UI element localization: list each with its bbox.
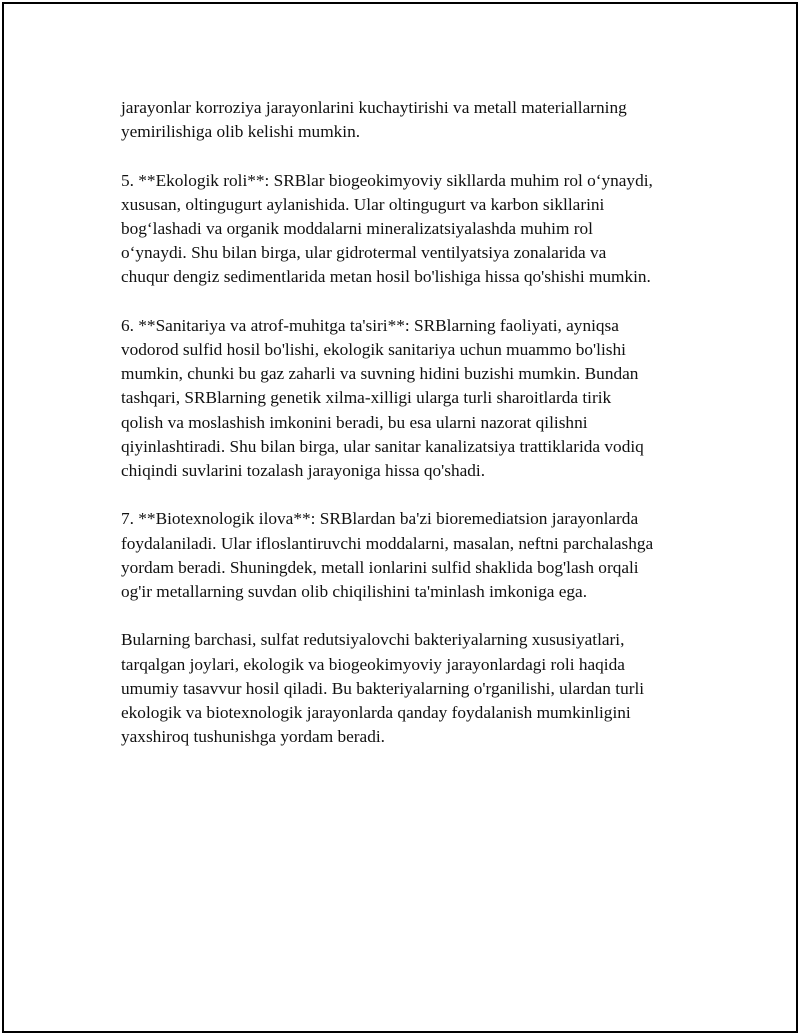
paragraph-summary xyxy=(121,628,701,749)
text-line: umumiy tasavvur hosil qiladi. Bu bakteriyalarning o'rganilishi, ulardan turli xyxy=(121,678,645,698)
text-line: vodorod sulfid hosil bo'lishi, ekologik sanitariya uchun muammo bo'lishi xyxy=(121,340,626,359)
text-line: chuqur dengiz sedimentlarida metan hosil bo'lishiga hissa qo'shishi mumkin. xyxy=(121,267,651,287)
page-frame xyxy=(2,2,798,1033)
text-line: qolish va moslashish imkonini beradi, bu esa ularni nazorat qilishni xyxy=(121,412,588,432)
text-line: foydalaniladi. Ular ifloslantiruvchi moddalarni, masalan, neftni parchalashga xyxy=(121,533,654,553)
paragraph-biotech-application xyxy=(121,507,701,604)
text-line: bog‘lashadi va organik moddalarni mineralizatsiyalashda muhim rol xyxy=(121,219,593,238)
document-body xyxy=(121,96,701,774)
text-line: og'ir metallarning suvdan olib chiqilishini ta'minlash imkoniga ega. xyxy=(121,582,588,602)
text-line: yaxshiroq tushunishga yordam beradi. xyxy=(121,727,385,747)
text-line: chiqindi suvlarini tozalash jarayoniga hissa qo'shadi. xyxy=(121,461,486,481)
text-line: 6. **Sanitariya va atrof-muhitga ta'siri**: SRBlarning faoliyati, ayniqsa xyxy=(121,315,619,335)
paragraph-sanitation-impact xyxy=(121,314,701,483)
text-line: tarqalgan joylari, ekologik va biogeokimyoviy jarayonlardagi roli haqida xyxy=(121,654,625,674)
text-line: qiyinlashtiradi. Shu bilan birga, ular sanitar kanalizatsiya trattiklarida vodiq xyxy=(121,436,644,456)
text-line: Bularning barchasi, sulfat redutsiyalovchi bakteriyalarning xususiyatlari, xyxy=(121,630,625,650)
text-line: xususan, oltingugurt aylanishida. Ular oltingugurt va karbon sikllarini xyxy=(121,194,605,214)
text-line: yordam beradi. Shuningdek, metall ionlarini sulfid shaklida bog'lash orqali xyxy=(121,557,639,577)
text-line: yemirilishiga olib kelishi mumkin. xyxy=(121,122,361,142)
text-line: 5. **Ekologik roli**: SRBlar biogeokimyoviy sikllarda muhim rol o‘ynaydi, xyxy=(121,170,653,190)
text-line: 7. **Biotexnologik ilova**: SRBlardan ba'zi bioremediatsion jarayonlarda xyxy=(121,509,639,529)
text-line: ekologik va biotexnologik jarayonlarda qanday foydalanish mumkinligini xyxy=(121,703,631,723)
paragraph-ecological-role xyxy=(121,169,701,290)
text-line: tashqari, SRBlarning genetik xilma-xilligi ularga turli sharoitlarda tirik xyxy=(121,388,612,408)
text-line: mumkin, chunki bu gaz zaharli va suvning hidini buzishi mumkin. Bundan xyxy=(121,364,639,384)
paragraph-corrosion-continuation xyxy=(121,96,701,144)
text-line: o‘ynaydi. Shu bilan birga, ular gidrotermal ventilyatsiya zonalarida va xyxy=(121,243,607,263)
text-line: jarayonlar korroziya jarayonlarini kuchaytirishi va metall materiallarning xyxy=(121,98,627,117)
